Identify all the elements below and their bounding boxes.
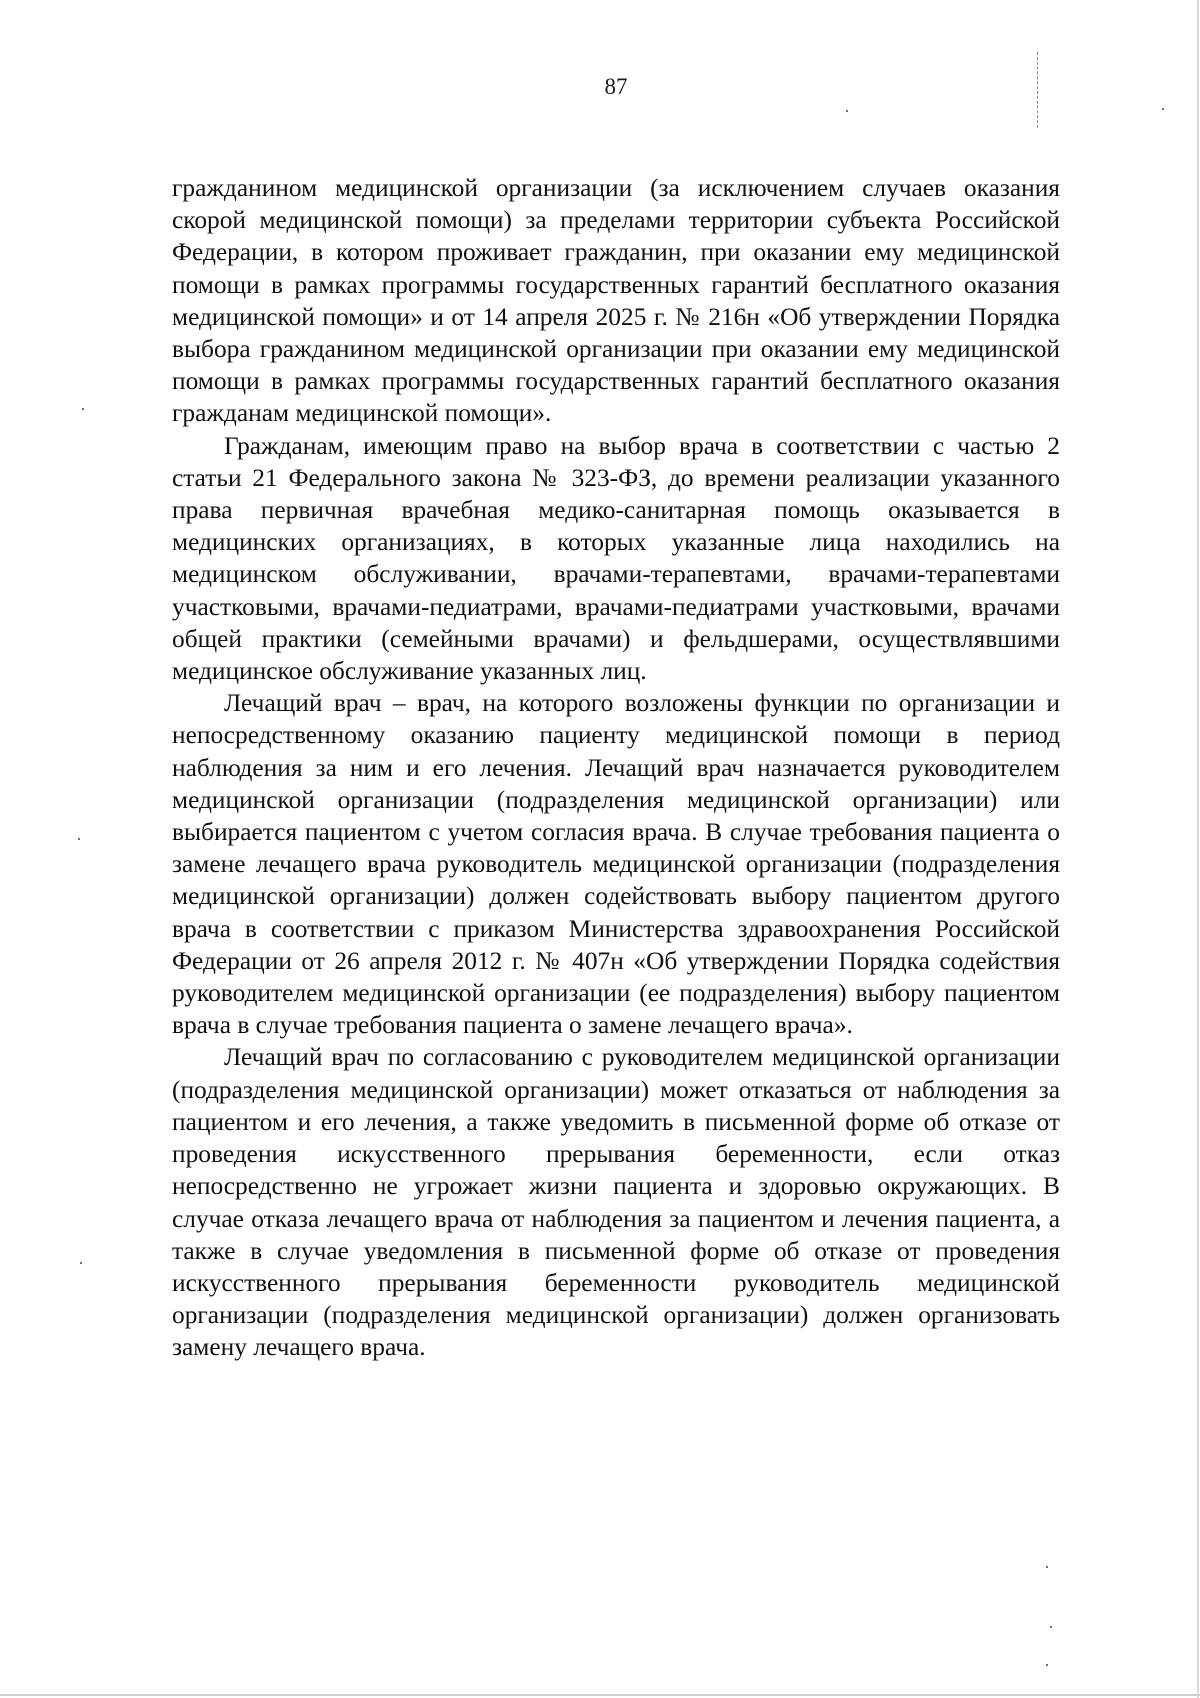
scan-speck xyxy=(82,408,84,410)
scan-speck xyxy=(846,110,848,112)
scan-speck xyxy=(1046,1566,1048,1568)
scan-speck xyxy=(1046,1664,1048,1666)
paragraph: Гражданам, имеющим право на выбор врача в соответствии с частью 2 статьи 21 Федерального закона № 323-ФЗ, до времени реализации указанного права первичная врачебная медико-санитарная помощь оказывается в медицинских организациях, в которых указанные лица находились на медицинском обслуживании, врачами-терапевтами, врачами-терапевтами участковыми, врачами-педиатрами, врачами-педиатрами участковыми, врачами общей практики (семейными врачами) и фельдшерами, осуществлявшими медицинское обслуживание указанных лиц. xyxy=(172,431,1060,686)
scan-speck xyxy=(1050,1626,1052,1628)
paragraph: Лечащий врач – врач, на которого возложены функции по организации и непосредственному оказанию пациенту медицинской помощи в период наблюдения за ним и его лечения. Лечащий врач назначается руководителем медицинской организации (подразделения медицинской организации) или выбирается пациентом с учетом согласия врача. В случае требования пациента о замене лечащего врача руководитель медицинской организации (подразделения медицинской организации) должен содействовать выбору пациентом другого врача в соответствии с приказом Министерства здравоохранения Российской Федерации от 26 апреля 2012 г. № 407н «Об утверждении Порядка содействия руководителем медицинской организации (ее подразделения) выбору пациентом врача в случае требования пациента о замене лечащего врача». xyxy=(172,689,1060,1040)
page-number: 87 xyxy=(604,74,628,99)
scan-speck xyxy=(78,838,80,840)
document-body xyxy=(172,172,1060,1364)
scan-edge-line xyxy=(1197,0,1199,1698)
paragraph: Лечащий врач по согласованию с руководителем медицинской организации (подразделения медицинской организации) может отказаться от наблюдения за пациентом и его лечения, а также уведомить в письменной форме об отказе от проведения искусственного прерывания беременности, если отказ непосредственно не угрожает жизни пациента и здоровью окружающих. В случае отказа лечащего врача от наблюдения за пациентом и лечения пациента, а также в случае уведомления в письменной форме об отказе от проведения искусственного прерывания беременности руководитель медицинской организации (подразделения медицинской организации) должен организовать замену лечащего врача. xyxy=(172,1043,1060,1362)
scan-speck xyxy=(80,1262,82,1264)
paragraph: гражданином медицинской организации (за исключением случаев оказания скорой медицинской помощи) за пределами территории субъекта Российской Федерации, в котором проживает гражданин, при оказании ему медицинской помощи в рамках программы государственных гарантий бесплатного оказания медицинской помощи» и от 14 апреля 2025 г. № 216н «Об утверждении Порядка выбора гражданином медицинской организации при оказании ему медицинской помощи в рамках программы государственных гарантий бесплатного оказания гражданам медицинской помощи». xyxy=(172,174,1060,428)
scan-speck xyxy=(1162,108,1164,110)
scan-bottom-line xyxy=(0,1694,1200,1696)
